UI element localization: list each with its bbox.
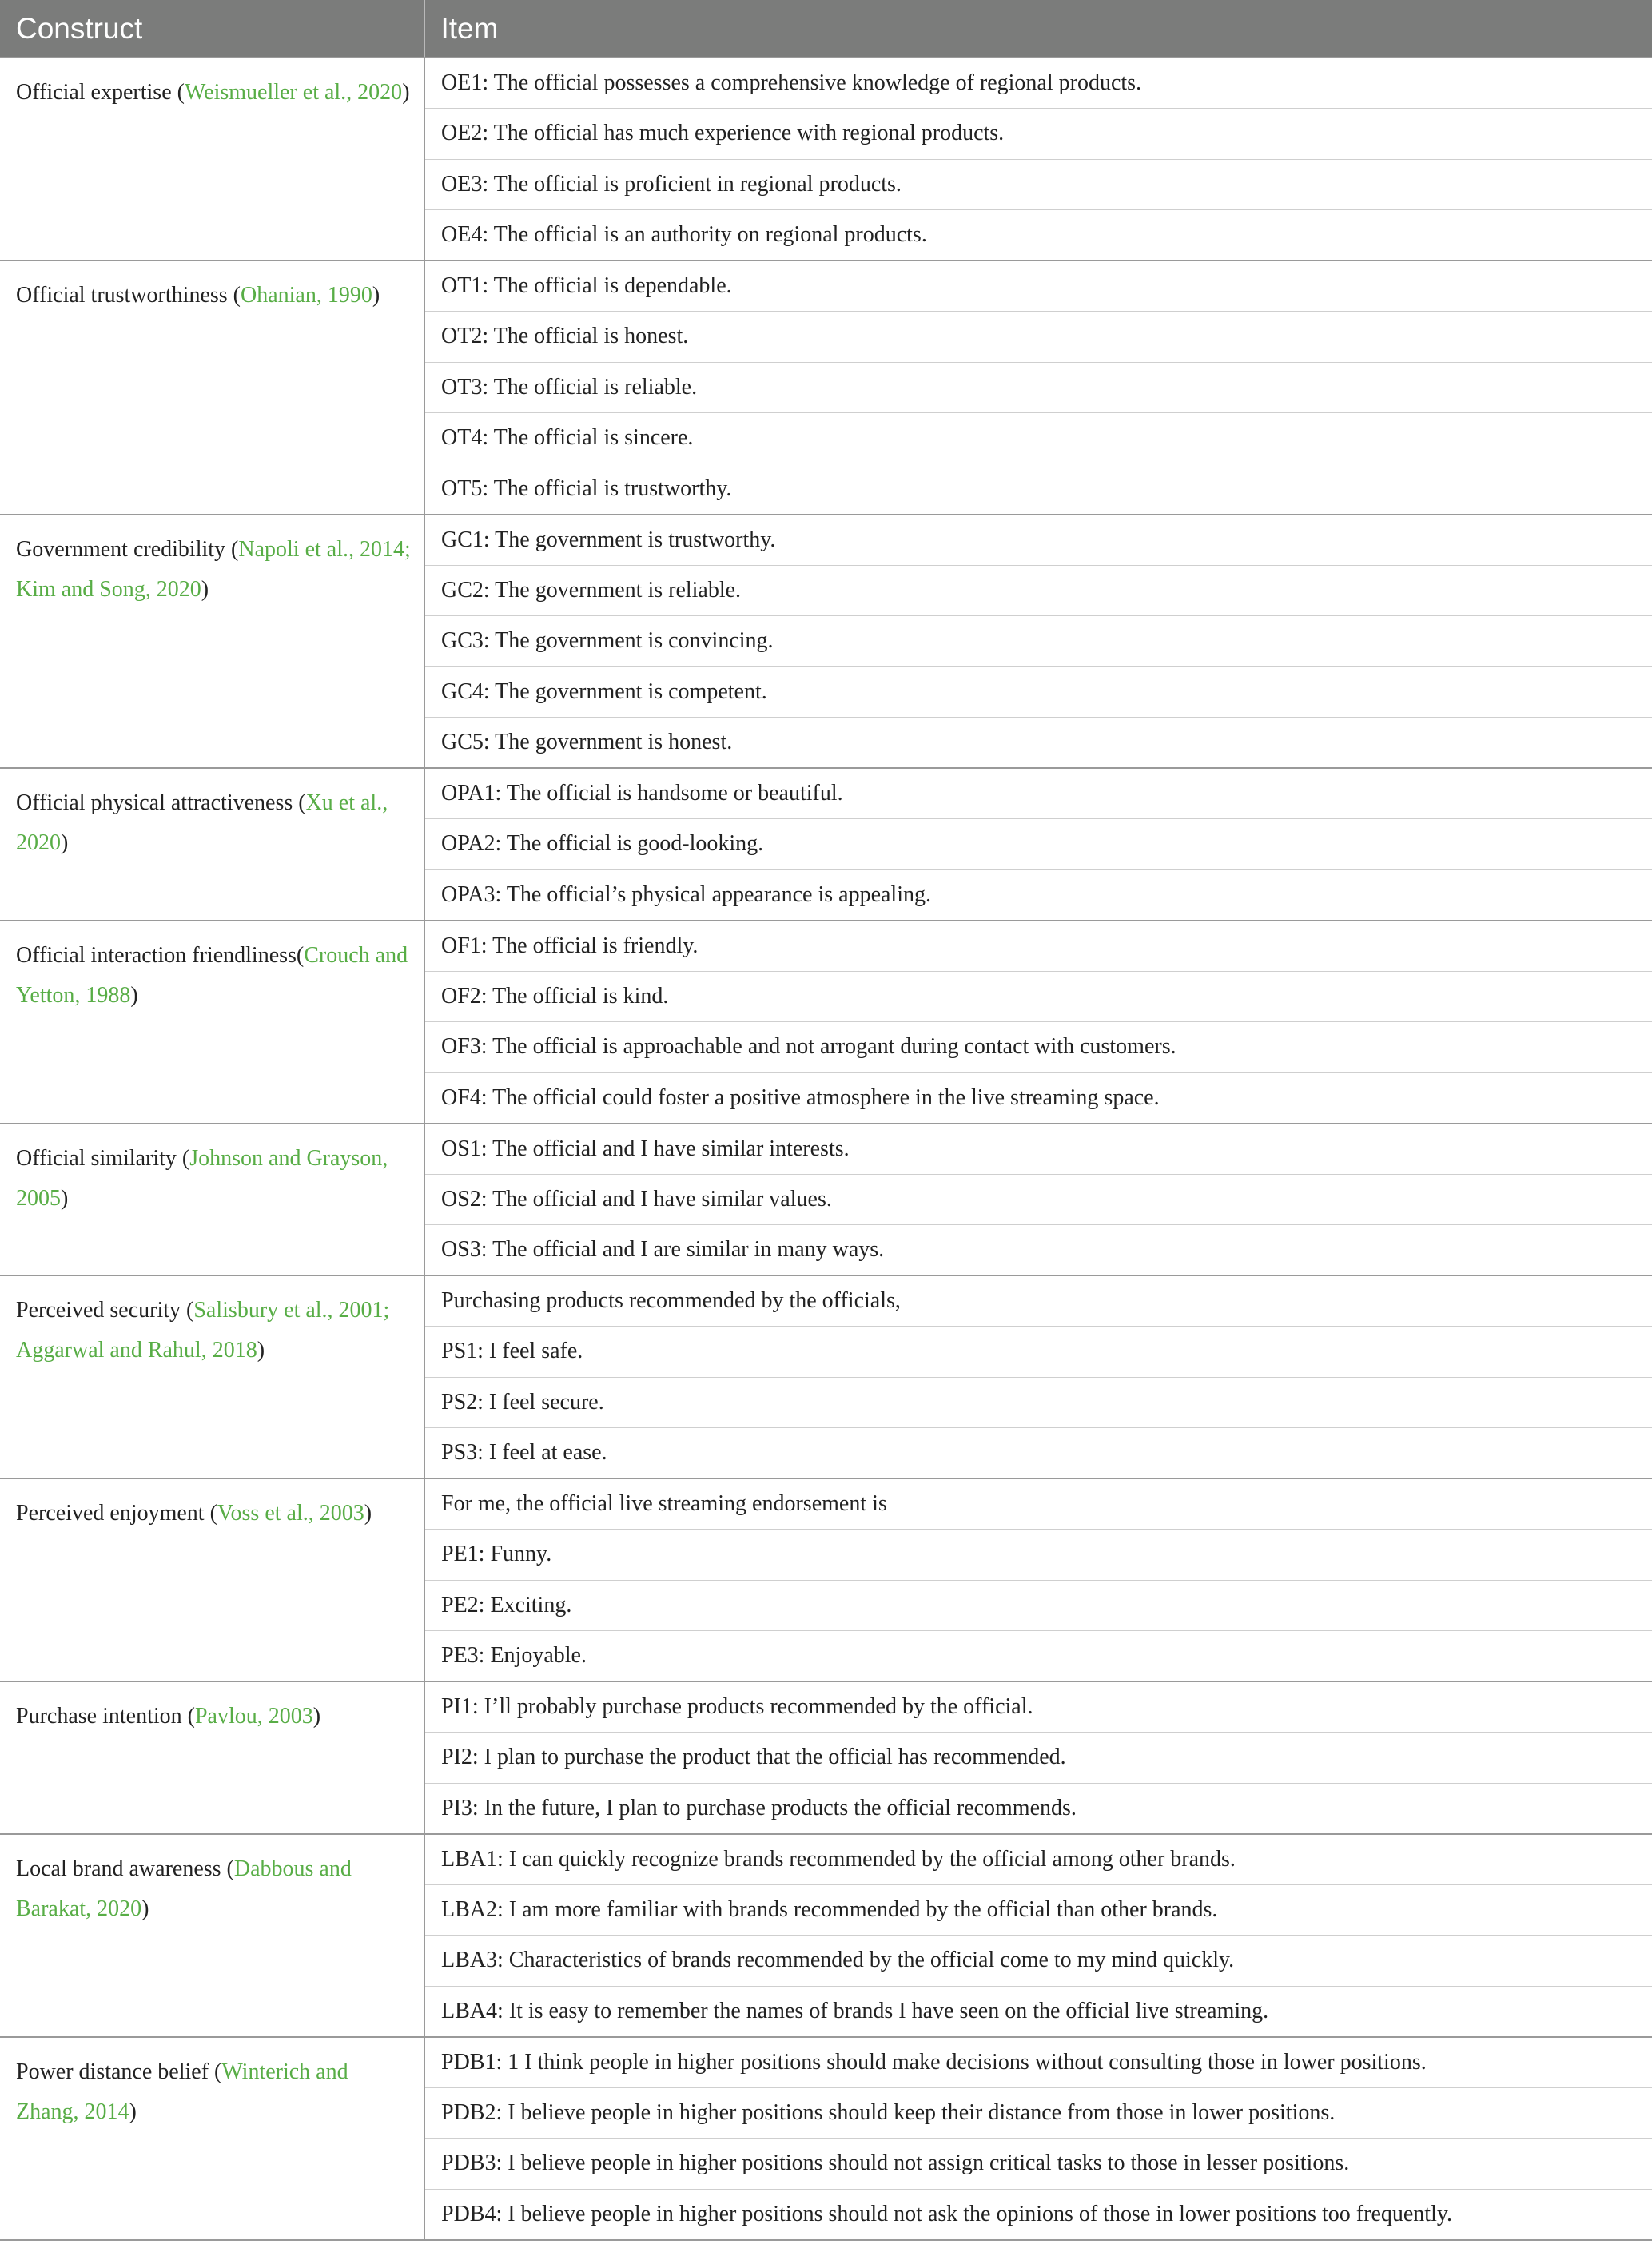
item-cell: OS2: The official and I have similar values. (424, 1174, 1652, 1225)
citation-link[interactable]: Xu et al., 2020 (16, 790, 388, 855)
construct-cell (0, 921, 424, 1124)
item-cell: OPA3: The official’s physical appearance is appealing. (424, 869, 1652, 921)
construct-cell (0, 1834, 424, 2037)
ref-open-paren: ( (225, 536, 239, 562)
ref-close-paren: ) (61, 830, 69, 855)
item-cell: GC4: The government is competent. (424, 666, 1652, 718)
item-cell: PI1: I’ll probably purchase products recommended by the official. (424, 1681, 1652, 1733)
table-row (0, 921, 1652, 972)
table-header (0, 0, 1652, 58)
ref-close-paren: ) (402, 80, 410, 105)
construct-name: Power distance belief (16, 2059, 209, 2084)
item-cell: OE4: The official is an authority on regional products. (424, 210, 1652, 261)
header-row (0, 0, 1652, 58)
table-row (0, 1478, 1652, 1530)
item-cell: PE2: Exciting. (424, 1580, 1652, 1631)
item-cell: GC2: The government is reliable. (424, 565, 1652, 616)
citation-link[interactable]: Voss et al., 2003 (217, 1501, 364, 1526)
item-cell: PDB1: 1 I think people in higher positions should make decisions without consulting those in lower positions. (424, 2037, 1652, 2088)
item-cell: For me, the official live streaming endorsement is (424, 1478, 1652, 1530)
construct-name: Official physical attractiveness (16, 790, 293, 815)
item-cell: OF2: The official is kind. (424, 971, 1652, 1022)
table-row (0, 2037, 1652, 2088)
construct-name: Official trustworthiness (16, 283, 228, 308)
item-cell: PS3: I feel at ease. (424, 1428, 1652, 1479)
citation-link[interactable]: Napoli et al., 2014; Kim and Song, 2020 (16, 536, 411, 602)
construct-cell (0, 1478, 424, 1681)
item-cell: OPA1: The official is handsome or beautiful. (424, 768, 1652, 819)
item-cell: GC1: The government is trustworthy. (424, 515, 1652, 566)
item-cell: OT1: The official is dependable. (424, 261, 1652, 312)
table-row (0, 1834, 1652, 1885)
construct-name: Official interaction friendliness (16, 942, 297, 968)
item-cell: LBA1: I can quickly recognize brands recommended by the official among other brands. (424, 1834, 1652, 1885)
ref-close-paren: ) (201, 576, 209, 602)
construct-name: Government credibility (16, 536, 226, 562)
table-row (0, 58, 1652, 109)
item-cell: Purchasing products recommended by the officials, (424, 1275, 1652, 1327)
item-cell: OE3: The official is proficient in regional products. (424, 159, 1652, 210)
header-item: Item (424, 0, 1652, 58)
construct-name: Local brand awareness (16, 1856, 221, 1881)
item-cell: OT3: The official is reliable. (424, 362, 1652, 413)
citation-link[interactable]: Pavlou, 2003 (194, 1704, 313, 1729)
item-cell: OE1: The official possesses a comprehensive knowledge of regional products. (424, 58, 1652, 109)
item-cell: PI2: I plan to purchase the product that the official has recommended. (424, 1733, 1652, 1784)
item-cell: OT4: The official is sincere. (424, 413, 1652, 464)
construct-cell (0, 2037, 424, 2240)
item-cell: PDB2: I believe people in higher positions should keep their distance from those in lower positions. (424, 2087, 1652, 2139)
item-cell: PDB4: I believe people in higher positions should not ask the opinions of those in lower positions too frequently. (424, 2189, 1652, 2240)
construct-name: Purchase intention (16, 1704, 182, 1729)
ref-close-paren: ) (364, 1501, 372, 1526)
citation-link[interactable]: Weismueller et al., 2020 (184, 80, 403, 105)
item-cell: OF3: The official is approachable and not arrogant during contact with customers. (424, 1022, 1652, 1073)
citation-link[interactable]: Salisbury et al., 2001; Aggarwal and Rahul, 2018 (16, 1298, 390, 1363)
header-construct: Construct (0, 0, 424, 58)
ref-open-paren: ( (227, 283, 241, 308)
table-row (0, 1275, 1652, 1327)
citation-link[interactable]: Winterich and Zhang, 2014 (16, 2059, 348, 2124)
ref-open-paren: ( (181, 1704, 195, 1729)
citation-link[interactable]: Crouch and Yetton, 1988 (16, 942, 408, 1008)
ref-close-paren: ) (312, 1704, 321, 1729)
item-cell: PE3: Enjoyable. (424, 1631, 1652, 1682)
table-row (0, 261, 1652, 312)
construct-cell (0, 1275, 424, 1478)
citation-link[interactable]: Dabbous and Barakat, 2020 (16, 1856, 352, 1921)
ref-close-paren: ) (372, 283, 380, 308)
ref-close-paren: ) (257, 1338, 265, 1363)
construct-cell (0, 1124, 424, 1276)
ref-open-paren: ( (204, 1501, 217, 1526)
item-cell: PE1: Funny. (424, 1530, 1652, 1581)
ref-open-paren: ( (209, 2059, 222, 2084)
item-cell: GC5: The government is honest. (424, 718, 1652, 769)
item-cell: OPA2: The official is good-looking. (424, 819, 1652, 870)
citation-link[interactable]: Ohanian, 1990 (241, 283, 372, 308)
table-row (0, 768, 1652, 819)
construct-cell (0, 58, 424, 261)
construct-cell (0, 768, 424, 921)
item-cell: PDB3: I believe people in higher positions should not assign critical tasks to those in lesser positions. (424, 2139, 1652, 2190)
construct-name: Perceived security (16, 1298, 181, 1323)
item-cell: LBA3: Characteristics of brands recommended by the official come to my mind quickly. (424, 1936, 1652, 1987)
table-row (0, 1681, 1652, 1733)
item-cell: OS3: The official and I are similar in many ways. (424, 1225, 1652, 1276)
item-cell: OE2: The official has much experience with regional products. (424, 109, 1652, 160)
construct-name: Official expertise (16, 80, 172, 105)
table-row (0, 1124, 1652, 1175)
construct-cell (0, 515, 424, 769)
ref-open-paren: ( (221, 1856, 234, 1881)
item-cell: OF1: The official is friendly. (424, 921, 1652, 972)
item-cell: OT2: The official is honest. (424, 312, 1652, 363)
item-cell: OF4: The official could foster a positive atmosphere in the live streaming space. (424, 1072, 1652, 1124)
ref-open-paren: ( (296, 942, 305, 968)
ref-close-paren: ) (141, 1896, 149, 1921)
item-cell: LBA4: It is easy to remember the names of brands I have seen on the official live streaming. (424, 1986, 1652, 2037)
ref-close-paren: ) (130, 982, 138, 1008)
table-body (0, 58, 1652, 2240)
item-cell: LBA2: I am more familiar with brands recommended by the official than other brands. (424, 1884, 1652, 1936)
table-row (0, 515, 1652, 566)
item-cell: GC3: The government is convincing. (424, 616, 1652, 667)
ref-close-paren: ) (61, 1185, 69, 1211)
item-cell: OS1: The official and I have similar interests. (424, 1124, 1652, 1175)
construct-cell (0, 261, 424, 515)
ref-open-paren: ( (176, 1145, 190, 1171)
construct-name: Perceived enjoyment (16, 1501, 205, 1526)
ref-open-paren: ( (171, 80, 185, 105)
ref-open-paren: ( (181, 1298, 194, 1323)
construct-name: Official similarity (16, 1145, 177, 1171)
construct-cell (0, 1681, 424, 1834)
item-cell: PI3: In the future, I plan to purchase products the official recommends. (424, 1783, 1652, 1834)
item-cell: PS2: I feel secure. (424, 1377, 1652, 1428)
ref-open-paren: ( (293, 790, 306, 815)
ref-close-paren: ) (129, 2099, 137, 2124)
citation-link[interactable]: Johnson and Grayson, 2005 (16, 1145, 388, 1211)
item-cell: PS1: I feel safe. (424, 1327, 1652, 1378)
item-cell: OT5: The official is trustworthy. (424, 464, 1652, 515)
